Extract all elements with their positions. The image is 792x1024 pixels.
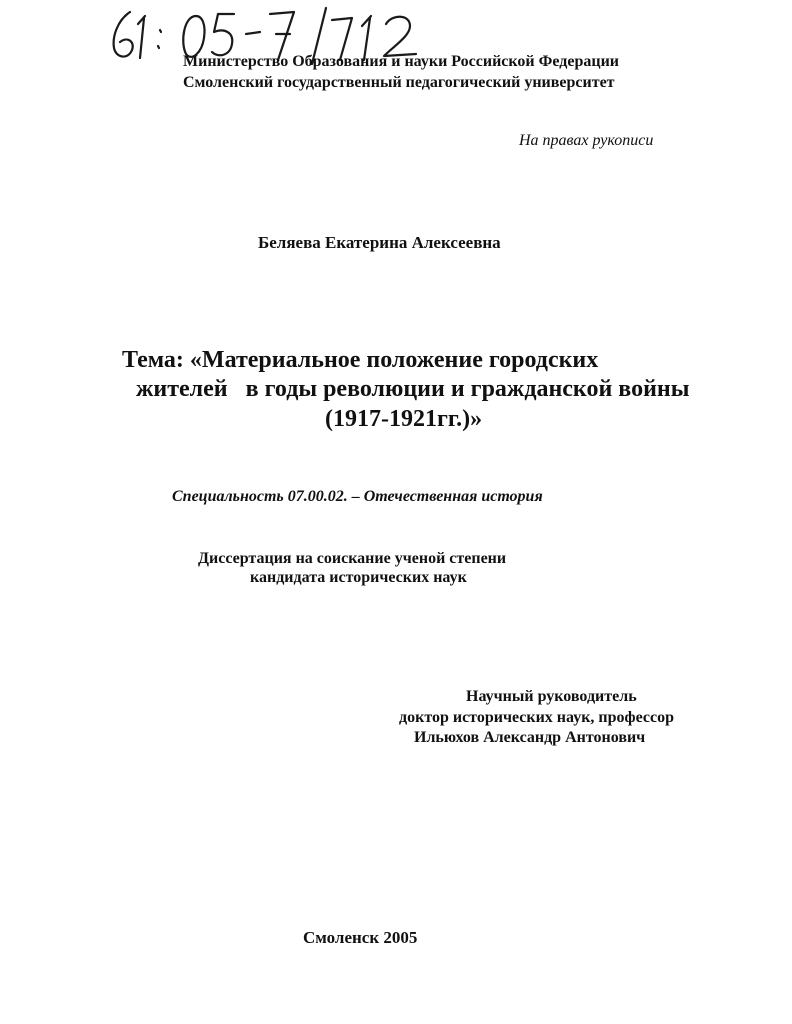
thesis-title-line-2 — [122, 376, 689, 403]
manuscript-rights-note: На правах рукописи — [519, 132, 654, 149]
thesis-title-line-1: Тема: «Материальное положение городских — [122, 347, 599, 373]
city-year: Смоленск 2005 — [303, 928, 418, 947]
thesis-title-line-2-text: жителей в годы революции и гражданской войны — [136, 376, 690, 402]
dissertation-line-2: кандидата исторических наук — [250, 569, 467, 586]
supervisor-name: Ильюхов Александр Антонович — [414, 729, 646, 746]
ministry-line: Министерство Образования и науки Российской Федерации — [183, 53, 620, 70]
supervisor-degree: доктор исторических наук, профессор — [399, 709, 675, 726]
dissertation-line-1: Диссертация на соискание ученой степени — [198, 550, 507, 567]
author-name: Беляева Екатерина Алексеевна — [258, 233, 501, 252]
university-line: Смоленский государственный педагогический университет — [183, 74, 615, 91]
specialty-line: Специальность 07.00.02. – Отечественная история — [172, 488, 543, 505]
thesis-title-line-3: (1917-1921гг.)» — [325, 406, 483, 432]
supervisor-role: Научный руководитель — [466, 688, 637, 705]
